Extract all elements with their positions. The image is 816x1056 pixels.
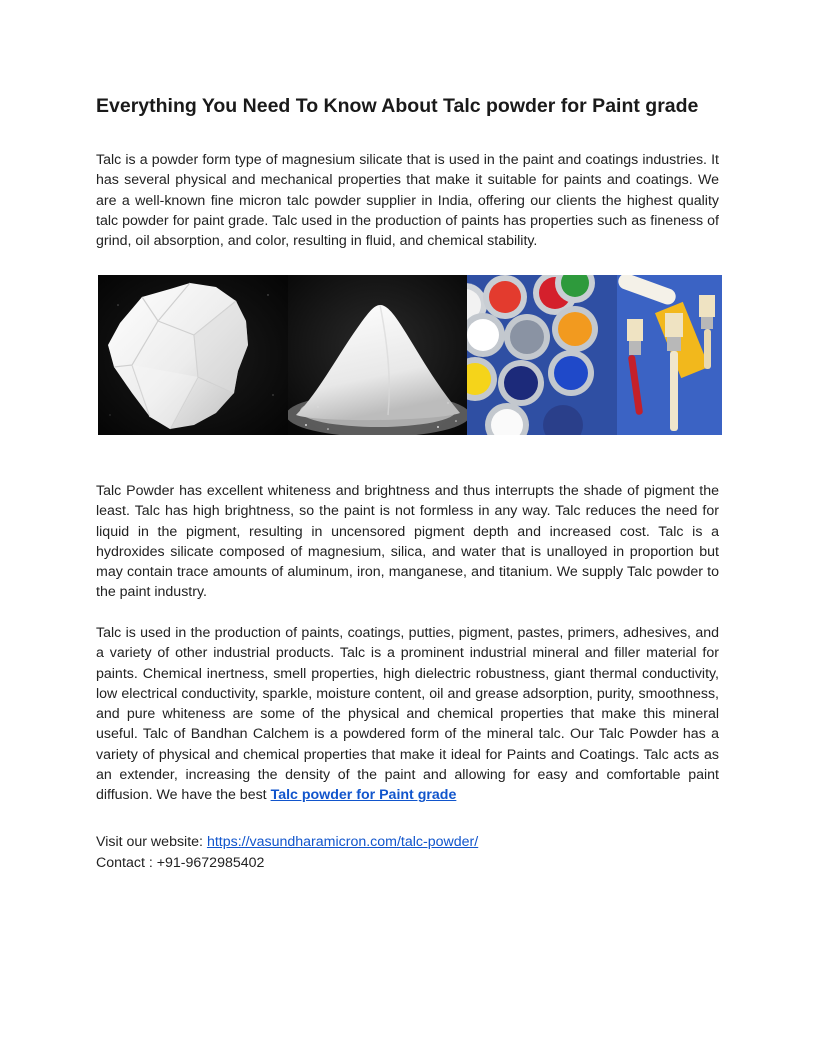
intro-paragraph: Talc is a powder form type of magnesium silicate that is used in the paint and coatings industries. It has several physical and mechanical properties that make it suitable for paints and coatings. We are a well-known fine micron talc powder supplier in India, offering our clients the highest quality talc powder for paint grade. Talc used in the production of paints has properties such as fineness of grind, oil absorption, and color, resulting in fluid, and chemical stability. xyxy=(96,152,719,250)
talc-paint-grade-link[interactable]: Talc powder for Paint grade xyxy=(270,787,457,804)
title-topic: Talc powder for Paint grade xyxy=(443,95,699,117)
website-link[interactable]: https://vasundharamicron.com/talc-powder/ xyxy=(206,834,479,850)
hero-image-strip xyxy=(98,275,722,435)
paint-cans-image xyxy=(467,275,722,435)
title-prefix: Everything You Need To Know About xyxy=(96,95,444,117)
uses-paragraph-text: Talc is used in the production of paints, coatings, putties, pigment, pastes, primers, adhesives, and a variety of other industrial products. Talc is a prominent industrial mineral and filler material for paints. Chemical inertness, smell properties, high dielectric robustness, giant thermal conductivity, low electrical conductivity, sparkle, moisture content, oil and grease adsorption, purity, smoothness, and pure whiteness are some of the physical and chemical properties that make this mineral useful. Talc of Bandhan Calchem is a powdered form of the mineral talc. Our Talc Powder has a variety of physical and chemical properties that make it ideal for Paints and Coatings. Talc acts as an extender, increasing the density of the paint and allowing for easy and comfortable paint diffusion. We have the best xyxy=(96,625,719,804)
talc-powder-image xyxy=(288,275,467,435)
uses-paragraph xyxy=(96,623,719,806)
contact-line: Contact : +91-9672985402 xyxy=(96,855,265,871)
website-line xyxy=(96,832,478,852)
whiteness-paragraph: Talc Powder has excellent whiteness and brightness and thus interrupts the shade of pigment the least. Talc has high brightness, so the paint is not formless in any way. Talc reduces the need for liquid in the pigment, resulting in uncensored pigment depth and increased cost. Talc is a hydroxides silicate composed of magnesium, silica, and water that is unalloyed in proportion but may contain trace amounts of aluminum, iron, manganese, and titanium. We supply Talc powder to the paint industry. xyxy=(96,483,719,601)
page-title xyxy=(96,95,736,118)
talc-rock-image xyxy=(98,275,288,435)
website-label: Visit our website: xyxy=(96,834,207,850)
